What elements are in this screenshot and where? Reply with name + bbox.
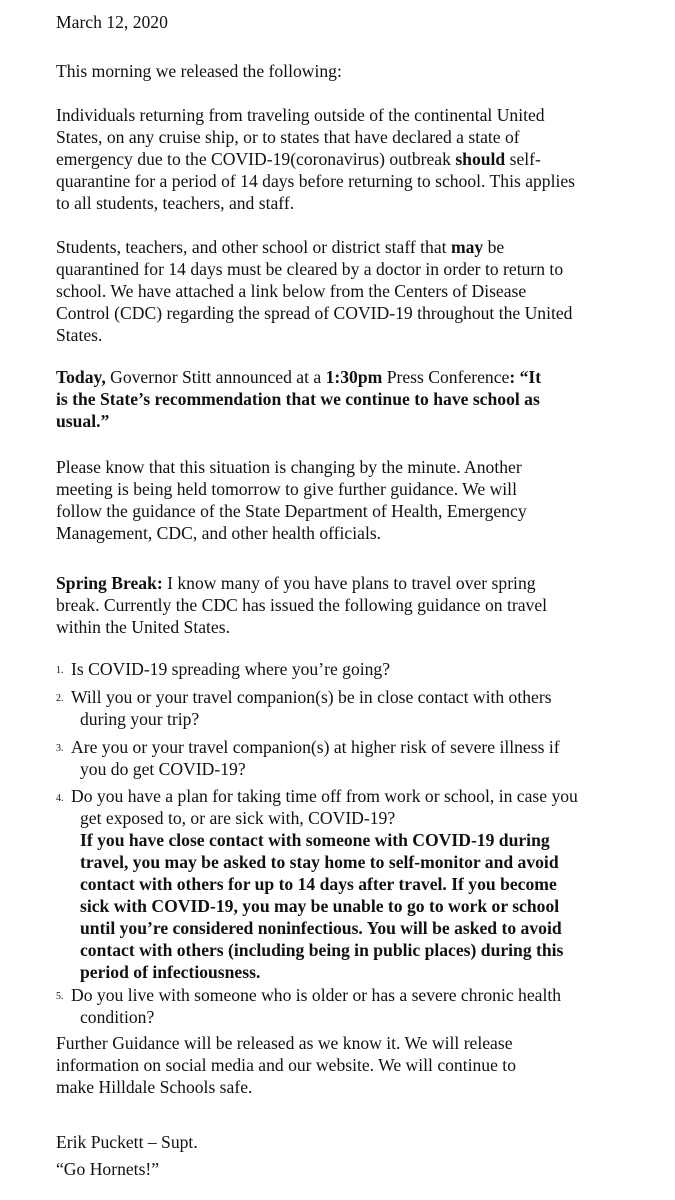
slogan: “Go Hornets!” [56,1159,160,1179]
letter-page: March 12, 2020 This morning we released the following: Individuals returning from traveling outside of the continental United States, on any cruise ship, or to states that have declared a state of emergency due to the COVID-19(coronavirus) outbreak should self- quarantine for a period of 14 days before returning to school. This applies to all students, teachers, and staff. Students, teachers, and other school or district staff that may be quarantined for 14 days must be cleared by a doctor in order to return to school. We have attached a link below from the Centers of Disease Control (CDC) regarding the spread of COVID-19 throughout the United States. Today, Governor Stitt announced at a 1:30pm Press Conference: “It is the State’s recommendation that we continue to have school as usual.” Please know that this situation is changing by the minute. Another meeting is being held tomorrow to give further guidance. We will follow the guidance of the State Department of Health, Emergency Management, CDC, and other health officials. Spring Break: I know many of you have plans to travel over spring break. Currently the CDC has issued the following guidance on travel within the United States. 1. Is COVID-19 spreading where you’re going? 2. Will you or your travel companion(s) be in close contact with others during your trip? 3. Are you or your travel companion(s) at higher risk of severe illness if you do get COVID-19? 4. Do you have a plan for taking time off from work or school, in case you get exposed to, or are sick with, COVID-19? If you have close contact with someone with COVID-19 during travel, you may be asked to stay home to self-monitor and avoid contact with others for up to 14 days after travel. If you become sick with COVID-19, you may be unable to go to work or school until you’re considered noninfectious. You will be asked to avoid contact with others (including being in public places) during this period of infectiousness. 5. Do you live with someone who is older or has a severe chronic health condition? Further Guidance will be released as we know it. We will release information on social media and our website. We will continue to make Hilldale Schools safe. Erik Puckett – Supt. “Go Hornets!” [56,12,578,1179]
intro-line: This morning we released the following: [56,61,342,81]
letter-date: March 12, 2020 [56,12,168,32]
signature: Erik Puckett – Supt. [56,1132,198,1152]
